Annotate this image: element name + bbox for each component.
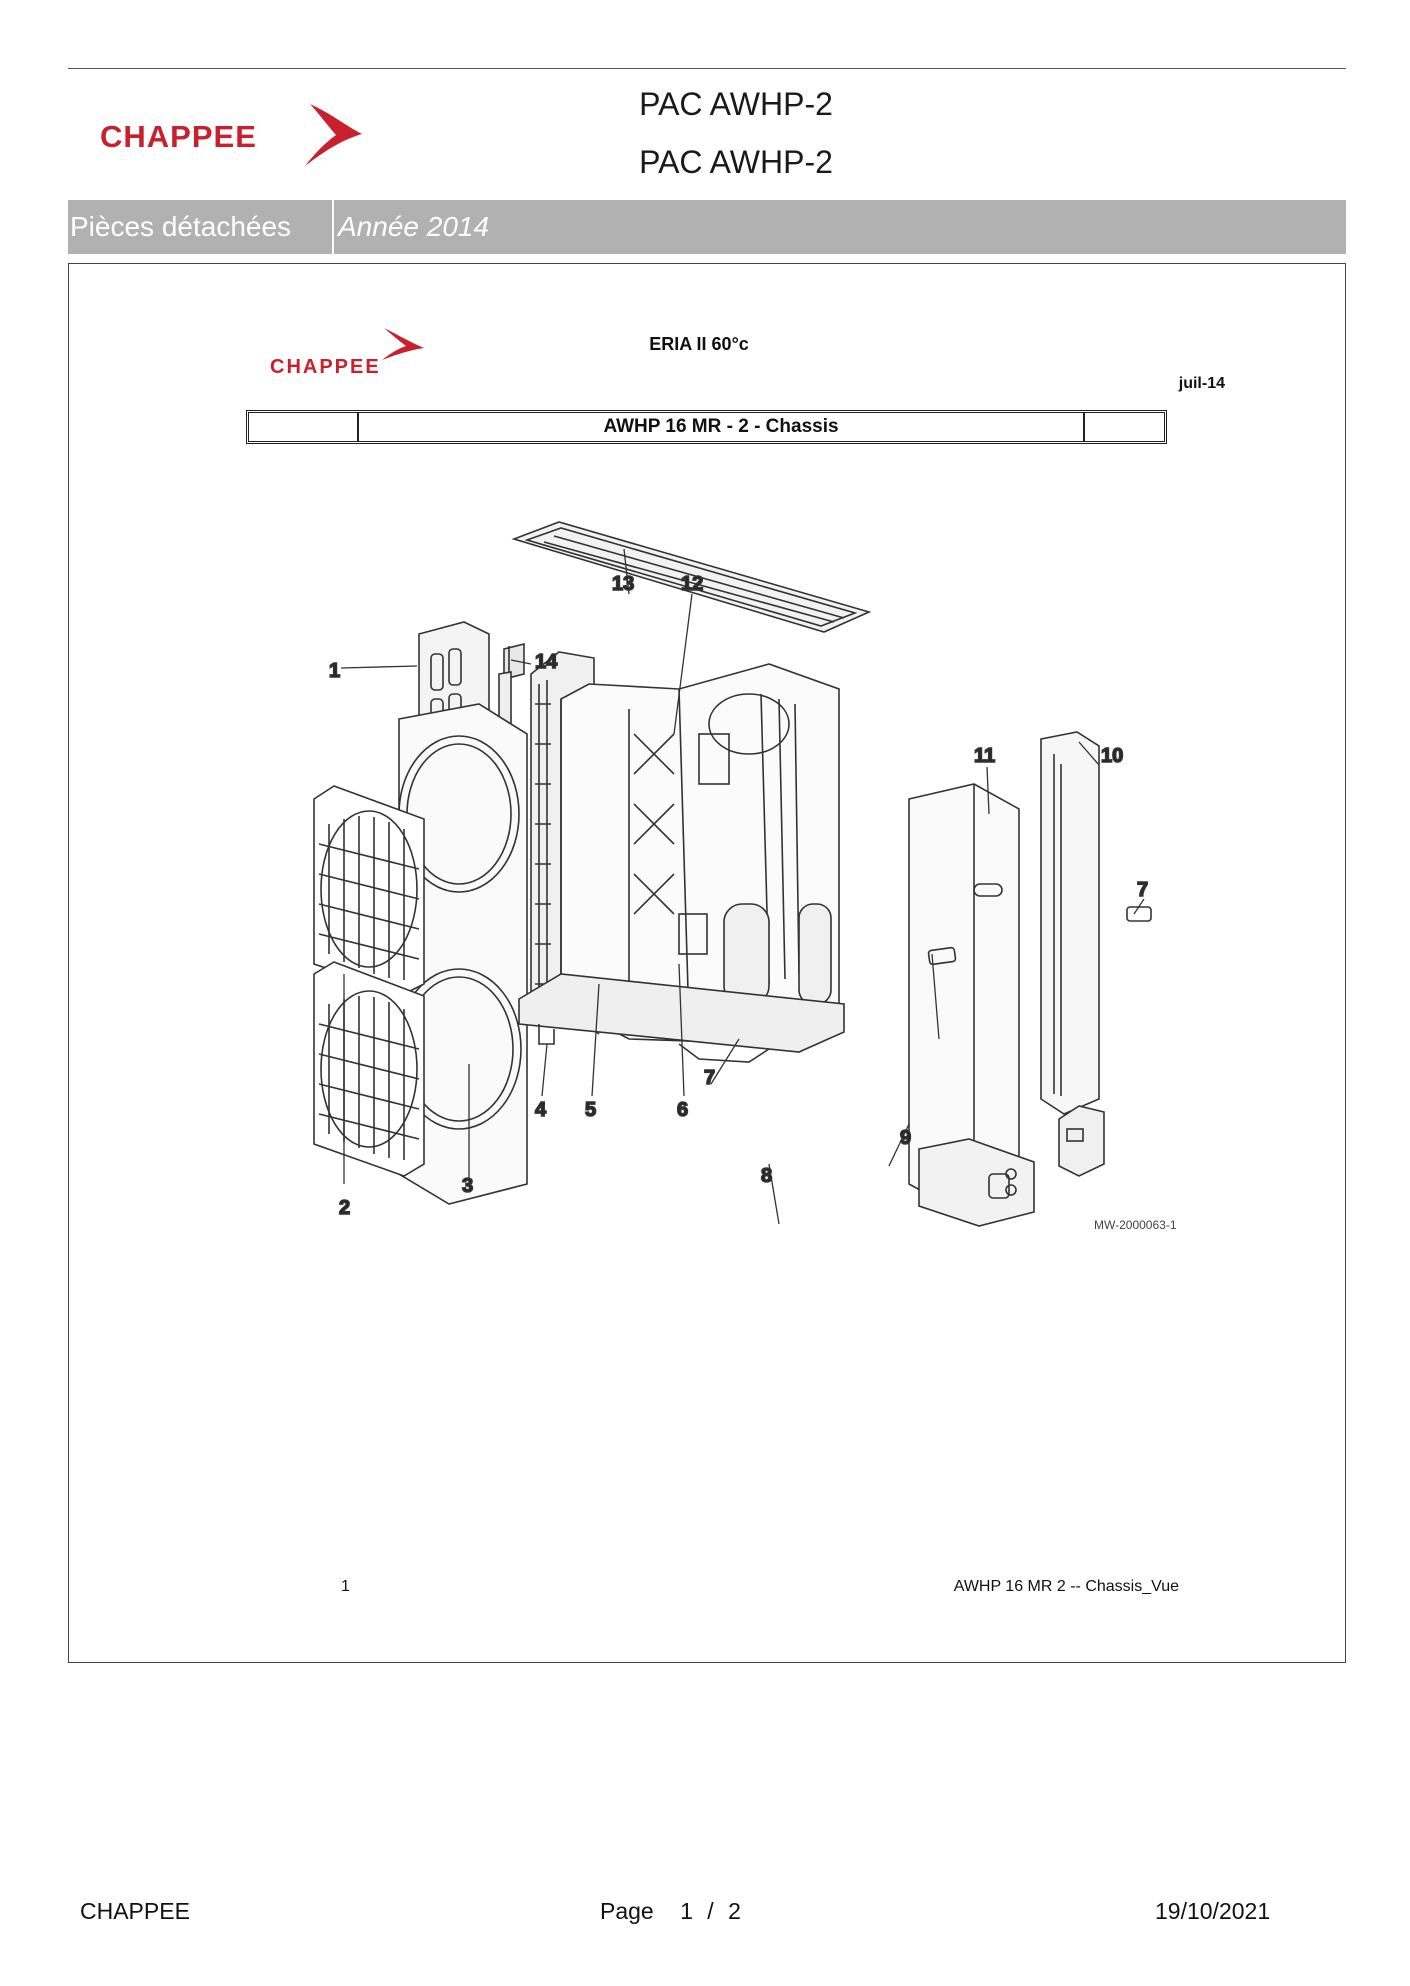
part-label-5: 5 [585,1099,597,1121]
year-label: Année 2014 [338,211,490,242]
footer-page-label: Page [600,1898,654,1924]
footer-brand: CHAPPEE [80,1898,190,1924]
part-label-11: 11 [974,745,996,767]
sheet-footer-number: 1 [341,1578,350,1595]
part-label-8: 8 [761,1165,773,1187]
part-label-7-lower: 7 [704,1067,716,1089]
drawing-reference: MW-2000063-1 [1094,1218,1177,1232]
document-title: PAC AWHP-2 [639,86,833,122]
part-label-14: 14 [535,651,558,673]
footer-page-total: 2 [728,1898,741,1924]
right-side-panel-part [1041,732,1099,1114]
sheet-footer-view: AWHP 16 MR 2 -- Chassis_Vue [953,1578,1179,1595]
fan-grille-part [314,786,424,1176]
handle-part-right [1127,907,1151,921]
footer-pagination [600,1898,741,1925]
part-label-10: 10 [1101,745,1124,767]
footer-date: 19/10/2021 [1155,1898,1271,1924]
valve-cover-part [1059,1106,1104,1176]
sheet-chappee-logo [264,326,439,376]
sheet-header-table [246,410,1167,444]
sheet-date: juil-14 [1178,375,1225,392]
logo-wing-icon [100,100,370,170]
top-rule [68,68,1346,69]
sheet-logo-wing-icon [264,326,439,376]
part-label-4: 4 [535,1099,547,1121]
part-label-2: 2 [339,1197,351,1219]
part-label-3: 3 [462,1175,474,1197]
footer-page-separator: / [707,1898,714,1924]
sheet-logo-wordmark: CHAPPEE [270,356,381,376]
header-cell-left [249,413,359,441]
footer-page-current: 1 [680,1898,693,1924]
header-cell-title: AWHP 16 MR - 2 - Chassis [603,416,839,437]
parts-sheet-frame [68,263,1346,1663]
part-label-7-right: 7 [1137,879,1149,901]
part-label-1: 1 [329,660,341,682]
part-label-12: 12 [681,573,704,595]
section-band [68,200,1346,254]
exploded-view-diagram [299,484,1179,1294]
document-subtitle: PAC AWHP-2 [639,144,833,180]
chappee-logo [100,100,370,170]
model-name: ERIA II 60°c [649,334,749,354]
logo-wordmark: CHAPPEE [100,119,257,154]
part-label-6: 6 [677,1099,689,1121]
part-label-9: 9 [900,1127,912,1149]
section-label: Pièces détachées [68,200,334,254]
part-label-13: 13 [612,573,635,595]
header-cell-right-divider [1083,413,1085,441]
